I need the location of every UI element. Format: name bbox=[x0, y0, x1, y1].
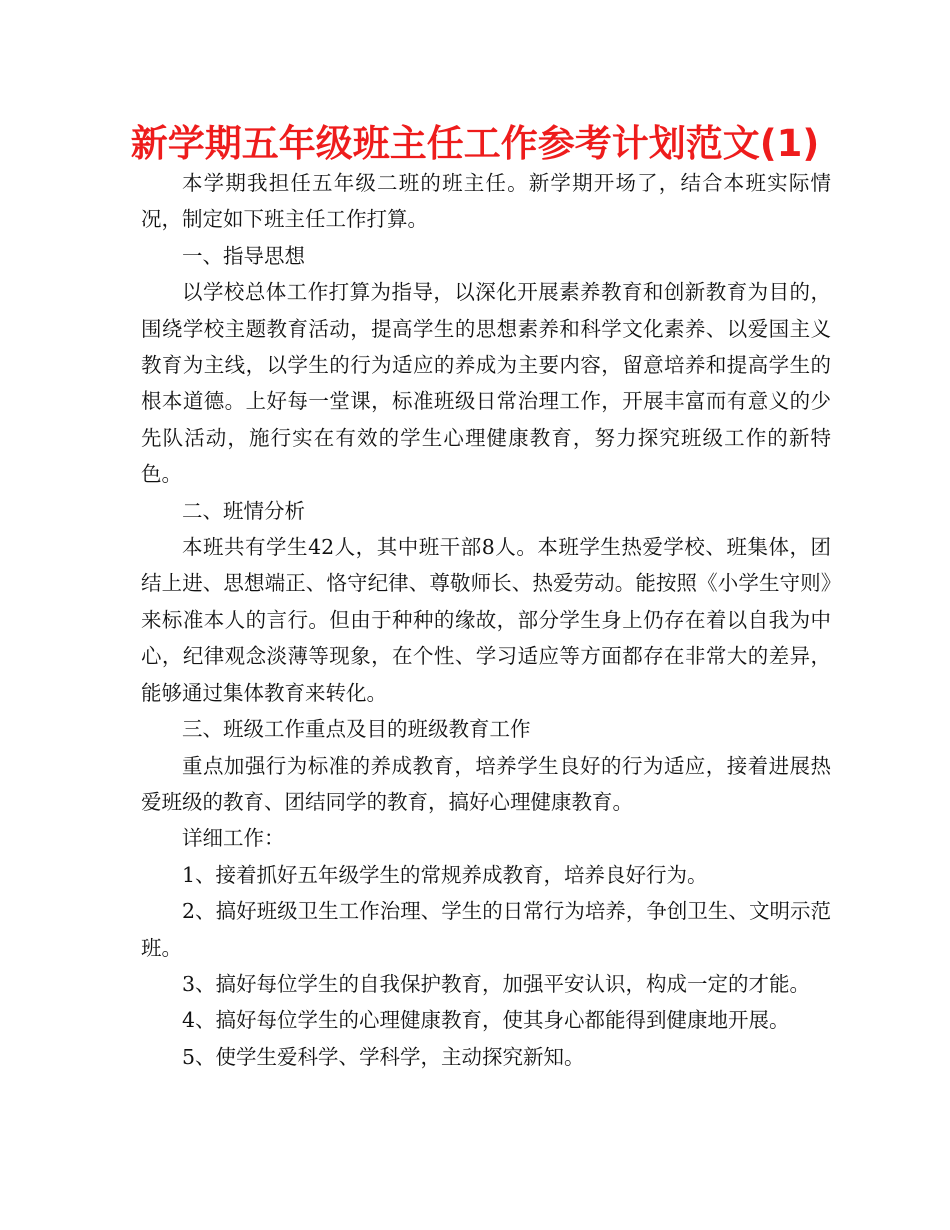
paragraph-intro: 本学期我担任五年级二班的班主任。新学期开场了，结合本班实际情况，制定如下班主任工作打算。 bbox=[141, 171, 831, 232]
heading-work-focus: 三、班级工作重点及目的班级教育工作 bbox=[182, 717, 531, 742]
paragraph-work-focus: 重点加强行为标准的养成教育，培养学生良好的行为适应，接着进展热爱班级的教育、团结同学的教育，搞好心理健康教育。 bbox=[141, 753, 831, 814]
list-item-3: 3、搞好每位学生的自我保护教育，加强平安认识，构成一定的才能。 bbox=[182, 971, 811, 996]
list-item-1: 1、接着抓好五年级学生的常规养成教育，培养良好行为。 bbox=[182, 862, 708, 887]
paragraph-guiding-ideology: 以学校总体工作打算为指导，以深化开展素养教育和创新教育为目的，围绕学校主题教育活动，提高学生的思想素养和科学文化素养、以爱国主义教育为主线，以学生的行为适应的养成为主要内容，留意培养和提高学生的根本道德。上好每一堂课，标准班级日常治理工作，开展丰富而有意义的少先队活动，施行实在有效的学生心理健康教育，努力探究班级工作的新特色。 bbox=[141, 280, 831, 487]
heading-class-analysis: 二、班情分析 bbox=[182, 498, 305, 523]
list-item-5: 5、使学生爱科学、学科学，主动探究新知。 bbox=[182, 1044, 585, 1069]
list-item-2: 2、搞好班级卫生工作治理、学生的日常行为培养，争创卫生、文明示范班。 bbox=[141, 899, 831, 960]
document-body bbox=[141, 165, 831, 1075]
document-title: 新学期五年级班主任工作参考计划范文(1) bbox=[130, 122, 820, 165]
heading-guiding-ideology: 一、指导思想 bbox=[182, 243, 305, 268]
list-item-4: 4、搞好每位学生的心理健康教育，使其身心都能得到健康地开展。 bbox=[182, 1008, 790, 1033]
heading-detailed-work: 详细工作： bbox=[182, 826, 285, 851]
paragraph-class-analysis: 本班共有学生42人，其中班干部8人。本班学生热爱学校、班集体，团结上进、思想端正、恪守纪律、尊敬师长、热爱劳动。能按照《小学生守则》来标准本人的言行。但由于种种的缘故，部分学生身上仍存在着以自我为中心，纪律观念淡薄等现象，在个性、学习适应等方面都存在非常大的差异，能够通过集体教育来转化。 bbox=[141, 535, 831, 705]
